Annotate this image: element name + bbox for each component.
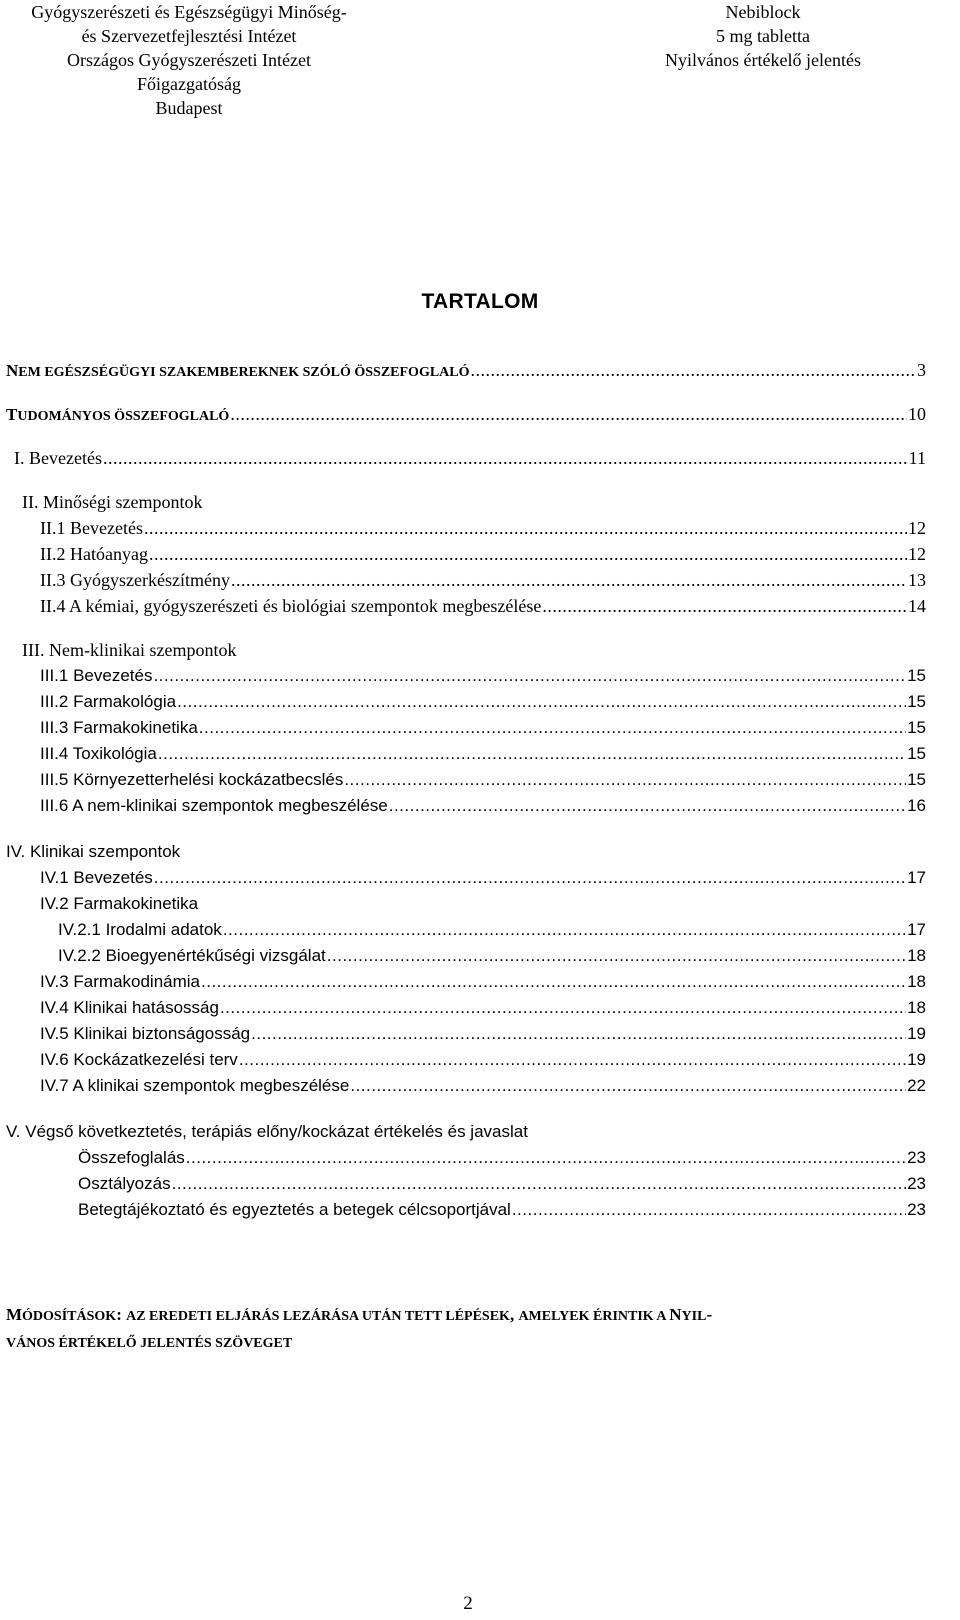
toc-page-number: 12 xyxy=(908,518,926,538)
heading-segment: ÓDOSÍTÁSOK xyxy=(22,1309,117,1324)
toc-page-number: 23 xyxy=(907,1200,926,1219)
toc-label: IV.1 Bevezetés xyxy=(40,868,153,887)
toc-entry[interactable] xyxy=(40,998,926,1018)
header-right xyxy=(630,0,896,72)
header-left-line: és Szervezetfejlesztési Intézet xyxy=(81,26,297,46)
toc-label: EM EGÉSZSÉGÜGYI SZAKEMBEREKNEK SZÓLÓ ÖSSZEFOGLALÓ xyxy=(18,365,470,380)
toc-heading-conclusion: V. Végső következtetés, terápiás előny/kockázat értékelés és javaslat xyxy=(6,1122,528,1141)
header-right-line: Nebiblock xyxy=(725,2,801,22)
header-right-line: Nyilvános értékelő jelentés xyxy=(665,50,861,70)
toc-entry[interactable] xyxy=(40,666,926,686)
toc-entry[interactable] xyxy=(40,770,926,790)
toc-page-number: 23 xyxy=(907,1148,926,1167)
toc-page-number: 18 xyxy=(907,972,926,991)
toc-label: II.3 Gyógyszerkészítmény xyxy=(40,570,230,590)
toc-label: III.2 Farmakológia xyxy=(40,692,177,711)
toc-label-initial: N xyxy=(6,361,19,380)
toc-label: IV.4 Klinikai hatásosság xyxy=(40,998,219,1017)
toc-page-number: 17 xyxy=(907,868,926,887)
heading-segment: YIL xyxy=(681,1309,707,1324)
toc-page-number: 10 xyxy=(908,404,926,424)
toc-label: IV.7 A klinikai szempontok megbeszélése xyxy=(40,1076,350,1095)
header-left xyxy=(0,0,378,120)
toc-leader-dots xyxy=(471,360,916,381)
toc-page-number: 15 xyxy=(907,666,926,685)
toc-label-initial: T xyxy=(6,405,18,424)
toc-page-number: 12 xyxy=(908,544,926,564)
toc-leader-dots xyxy=(186,1148,906,1168)
toc-entry[interactable] xyxy=(40,868,926,888)
toc-leader-dots xyxy=(239,1050,906,1070)
toc-entry[interactable] xyxy=(40,596,926,617)
heading-segment: AMELYEK ÉRINTIK A xyxy=(518,1309,670,1324)
toc-entry[interactable] xyxy=(40,1050,926,1070)
toc-label: IV.5 Klinikai biztonságosság xyxy=(40,1024,251,1043)
toc-label: IV.2.2 Bioegyenértékűségi vizsgálat xyxy=(58,946,326,965)
toc-entry-intro[interactable] xyxy=(14,448,926,469)
header-left-line: Budapest xyxy=(155,98,223,118)
toc-label: II.4 A kémiai, gyógyszerészeti és biológiai szempontok megbeszélése xyxy=(40,596,542,616)
toc-label: III.4 Toxikológia xyxy=(40,744,157,763)
toc-leader-dots xyxy=(512,1200,906,1220)
toc-page-number: 15 xyxy=(907,744,926,763)
heading-segment: : xyxy=(116,1305,127,1324)
toc-label: III.3 Farmakokinetika xyxy=(40,718,198,737)
toc-leader-dots xyxy=(177,692,906,712)
toc-label: Összefoglalás xyxy=(78,1148,185,1167)
toc-leader-dots xyxy=(103,448,908,469)
toc-entry[interactable] xyxy=(40,544,926,565)
toc-leader-dots xyxy=(172,1174,906,1194)
toc-entry[interactable] xyxy=(40,1076,926,1096)
toc-leader-dots xyxy=(201,972,906,992)
header-left-line: Gyógyszerészeti és Egészségügyi Minőség- xyxy=(31,2,347,22)
toc-entry[interactable] xyxy=(40,692,926,712)
header-left-line: Országos Gyógyszerészeti Intézet xyxy=(67,50,311,70)
toc-leader-dots xyxy=(149,544,907,565)
toc-leader-dots xyxy=(153,666,906,686)
toc-label: UDOMÁNYOS ÖSSZEFOGLALÓ xyxy=(17,409,230,424)
toc-label: II.1 Bevezetés xyxy=(40,518,143,538)
toc-label: III.1 Bevezetés xyxy=(40,666,153,685)
toc-leader-dots xyxy=(542,596,907,617)
toc-leader-dots xyxy=(350,1076,906,1096)
toc-entry[interactable] xyxy=(78,1200,926,1220)
toc-leader-dots xyxy=(223,920,906,940)
toc-label: Osztályozás xyxy=(78,1174,171,1193)
toc-page-number: 15 xyxy=(907,692,926,711)
toc-leader-dots xyxy=(231,570,907,591)
toc-page-number: 11 xyxy=(908,448,926,468)
heading-segment: , xyxy=(509,1305,519,1324)
toc-label: Betegtájékoztató és egyeztetés a betegek célcsoportjával xyxy=(78,1200,511,1219)
toc-entry[interactable] xyxy=(78,1174,926,1194)
toc-entry[interactable] xyxy=(40,570,926,591)
toc-entry[interactable] xyxy=(40,972,926,992)
toc-entry[interactable] xyxy=(40,718,926,738)
toc-page-number: 19 xyxy=(907,1050,926,1069)
toc-leader-dots xyxy=(251,1024,906,1044)
toc-entry[interactable] xyxy=(78,1148,926,1168)
toc-label: III.6 A nem-klinikai szempontok megbeszélése xyxy=(40,796,388,815)
toc-heading-quality: II. Minőségi szempontok xyxy=(22,492,203,512)
toc-leader-dots xyxy=(344,770,906,790)
toc-leader-dots xyxy=(154,868,906,888)
toc-entry-scientific-summary[interactable] xyxy=(6,404,926,425)
toc-page-number: 22 xyxy=(907,1076,926,1095)
toc-subheading-pk: IV.2 Farmakokinetika xyxy=(40,894,199,913)
toc-leader-dots xyxy=(230,404,907,425)
toc-page-number: 13 xyxy=(908,570,926,590)
toc-leader-dots xyxy=(144,518,907,539)
toc-leader-dots xyxy=(158,744,906,764)
header-left-line: Főigazgatóság xyxy=(137,74,241,94)
toc-entry-non-expert-summary[interactable] xyxy=(6,360,926,381)
toc-page-number: 16 xyxy=(907,796,926,815)
toc-entry[interactable] xyxy=(40,796,926,816)
toc-label: IV.3 Farmakodinámia xyxy=(40,972,201,991)
toc-page-number: 3 xyxy=(917,360,926,380)
toc-heading-nonclinical: III. Nem-klinikai szempontok xyxy=(22,640,237,660)
header-right-line: 5 mg tabletta xyxy=(716,26,810,46)
toc-page-number: 18 xyxy=(907,998,926,1017)
toc-page-number: 23 xyxy=(907,1174,926,1193)
heading-segment: M xyxy=(6,1305,23,1324)
toc-page-number: 14 xyxy=(908,596,926,616)
toc-label: IV.6 Kockázatkezelési terv xyxy=(40,1050,238,1069)
toc-page-number: 19 xyxy=(907,1024,926,1043)
toc-label: I. Bevezetés xyxy=(14,448,102,468)
toc-entry[interactable] xyxy=(58,946,926,966)
heading-segment: - xyxy=(706,1305,713,1324)
heading-segment: AZ EREDETI ELJÁRÁS LEZÁRÁSA UTÁN TETT LÉPÉSEK xyxy=(126,1309,510,1324)
toc-entry[interactable] xyxy=(40,1024,926,1044)
toc-entry[interactable] xyxy=(58,920,926,940)
heading-segment: VÁNOS ÉRTÉKELŐ JELENTÉS SZÖVEGET xyxy=(6,1336,293,1351)
modifications-heading[interactable] xyxy=(6,1302,930,1357)
toc-leader-dots xyxy=(199,718,906,738)
toc-leader-dots xyxy=(327,946,906,966)
toc-leader-dots xyxy=(220,998,906,1018)
page-title: TARTALOM xyxy=(421,290,539,313)
toc-page-number: 15 xyxy=(907,770,926,789)
toc-label: III.5 Környezetterhelési kockázatbecslés xyxy=(40,770,344,789)
toc-page-number: 15 xyxy=(907,718,926,737)
toc-entry[interactable] xyxy=(40,744,926,764)
toc-entry[interactable] xyxy=(40,518,926,539)
toc-label: II.2 Hatóanyag xyxy=(40,544,148,564)
toc-heading-clinical: IV. Klinikai szempontok xyxy=(6,842,181,861)
heading-segment: N xyxy=(669,1305,682,1324)
page-number: 2 xyxy=(463,1593,473,1614)
toc-page-number: 18 xyxy=(907,946,926,965)
toc-page-number: 17 xyxy=(907,920,926,939)
toc-label: IV.2.1 Irodalmi adatok xyxy=(58,920,222,939)
toc-leader-dots xyxy=(389,796,906,816)
